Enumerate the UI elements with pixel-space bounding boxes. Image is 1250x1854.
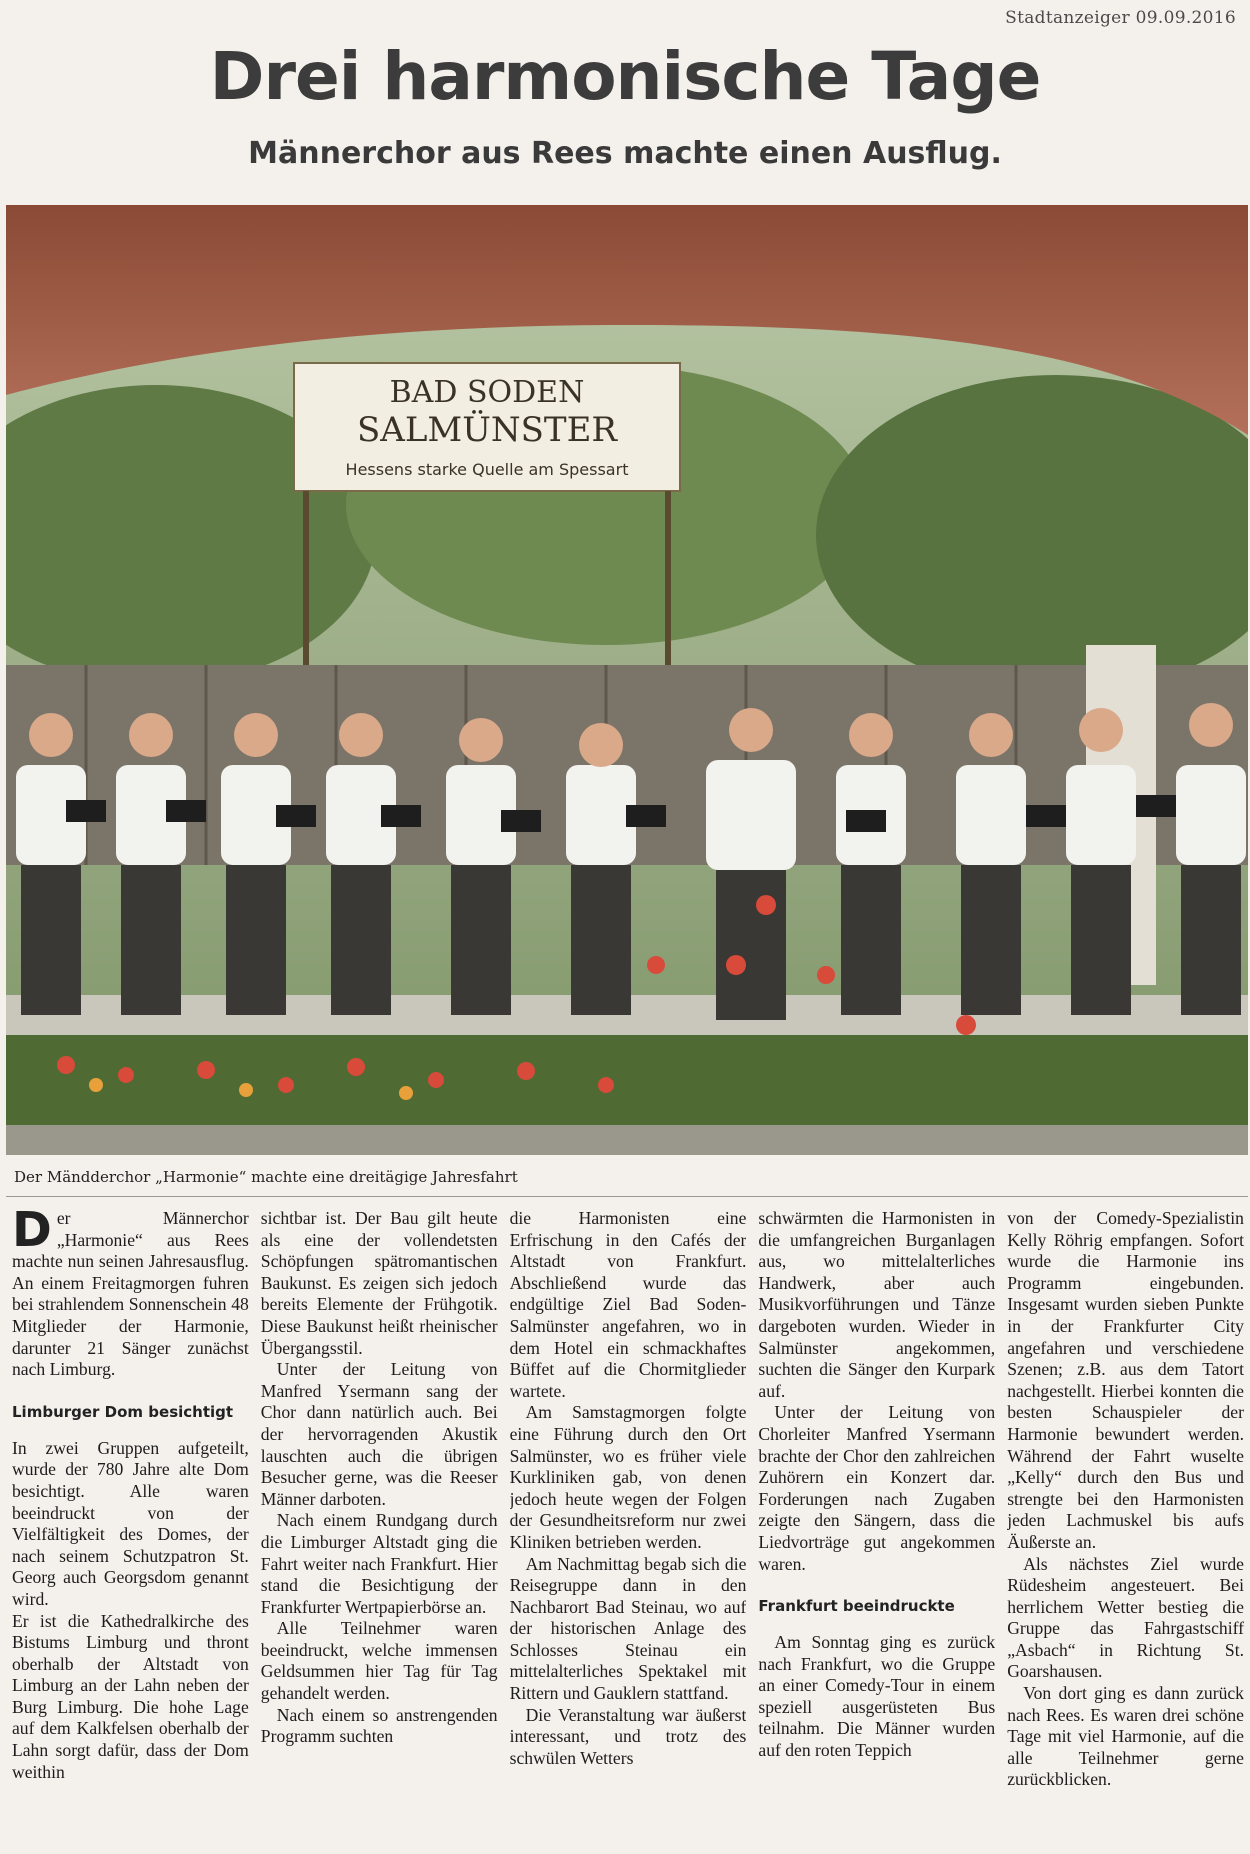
article-column-5 xyxy=(1007,1208,1244,1848)
paragraph: Von dort ging es dann zurück nach Rees. Es waren drei schöne Tage mit viel Harmonie, auf die alle Teilnehmer gerne zurückblicken. xyxy=(1007,1683,1244,1790)
subheading-frankfurt: Frankfurt beeindruckte xyxy=(758,1597,955,1616)
headline: Drei harmonische Tage xyxy=(209,38,1041,115)
paragraph: Alle Teilnehmer waren beeindruckt, welche immensen Geldsummen hier Tag für Tag gehandelt werden. xyxy=(260,1618,498,1704)
subheadline: Männerchor aus Rees machte einen Ausflug. xyxy=(248,136,1002,171)
newspaper-source-date: Stadtanzeiger 09.09.2016 xyxy=(1005,8,1236,28)
paragraph: Die Veranstaltung war äußerst interessant, und trotz des schwülen Wetters xyxy=(509,1704,747,1768)
sign-line-2: SALMÜNSTER xyxy=(356,410,618,450)
paragraph: Der Männerchor „Harmonie“ aus Rees machte nun seinen Jahresausflug. An einem Freitagmorgen fuhren bei strahlendem Sonnenschein 48 Mitglieder der Harmonie, darunter 21 Sänger zunächst nach Limburg. xyxy=(12,1208,249,1380)
article-column-1 xyxy=(12,1208,249,1848)
paragraph: die Harmonisten eine Erfrischung in den Cafés der Altstadt von Frankfurt. Abschließend wurde das endgültige Ziel Bad Soden-Salmünster angefahren, wo in dem Hotel ein schmackhaftes Büffet auf die Chormitglieder wartete. xyxy=(509,1208,747,1401)
sign-line-3: Hessens starke Quelle am Spessart xyxy=(345,460,629,479)
paragraph: Am Sonntag ging es zurück nach Frankfurt, wo die Gruppe an einer Comedy-Tour in einem speziell ausgerüsteten Bus teilnahm. Die Männer wurden auf den roten Teppich xyxy=(758,1632,996,1761)
paragraph: Am Samstagmorgen folgte eine Führung durch den Ort Salmünster, wo es früher viele Kurkliniken gab, von denen jedoch heute wegen der Folgen der Gesundheitsreform nur zwei Kliniken betrieben werden. xyxy=(509,1402,747,1552)
paragraph: Unter der Leitung von Chorleiter Manfred Ysermann brachte der Chor den zahlreichen Zuhörern ein Konzert dar. Forderungen nach Zugaben zeigte den Sängern, dass die Liedvorträge gut angekommen waren. xyxy=(758,1402,996,1574)
article-column-3 xyxy=(510,1208,747,1848)
paragraph: Nach einem Rundgang durch die Limburger Altstadt ging die Fahrt weiter nach Frankfurt. Hier stand die Besichtigung der Frankfurter Wertpapierbörse an. xyxy=(260,1510,498,1617)
paragraph: Am Nachmittag begab sich die Reisegruppe dann in den Nachbarort Bad Steinau, wo auf der historischen Anlage des Schlosses Steinau ein mittelalterliches Spektakel mit Rittern und Gauklern stattfand. xyxy=(509,1553,747,1704)
paragraph: von der Comedy-Spezialistin Kelly Röhrig empfangen. Sofort wurde die Harmonie ins Programm eingebunden. Insgesamt wurden sieben Punkte in der Frankfurter City angefahren und verschiedene Szenen; z.B. aus dem Tatort nachgestellt. Hierbei konnten die besten Schauspieler der Harmonie bewundert werden. Während der Fahrt wuselte „Kelly“ durch den Bus und strengte bei den Harmonisten jeden Lachmuskel bis aufs Äußerste an. xyxy=(1007,1208,1244,1552)
paragraph: Als nächstes Ziel wurde Rüdesheim angesteuert. Bei herrlichem Wetter bestieg die Gruppe das Fahrgastschiff „Asbach“ in Richtung St. Goarshausen. xyxy=(1007,1553,1244,1682)
drop-cap: D xyxy=(12,1208,52,1258)
paragraph: In zwei Gruppen aufgeteilt, wurde der 780 Jahre alte Dom besichtigt. Alle waren beeindruckt von der Vielfältigkeit des Domes, der nach seinem Schutzpatron St. Georg auch Georgsdom genannt wird. xyxy=(12,1437,249,1609)
photo-caption: Der Mändderchor „Harmonie“ machte eine dreitägige Jahresfahrt xyxy=(14,1168,518,1186)
caption-divider xyxy=(6,1196,1248,1197)
paragraph: schwärmten die Harmonisten in die umfangreichen Burganlagen aus, wo mittelalterliches Handwerk, aber auch Musikvorführungen und Tänze dargeboten wurden. Wieder in Salmünster angekommen, suchten die Sänger den Kurpark auf. xyxy=(758,1208,996,1401)
paragraph: sichtbar ist. Der Bau gilt heute als eine der vollendetsten Schöpfungen spätromantischen Baukunst. Es zeigen sich jedoch bereits Elemente der Frühgotik. Diese Baukunst heißt rheinischer Übergangsstil. xyxy=(260,1208,498,1358)
paragraph: Er ist die Kathedralkirche des Bistums Limburg und thront oberhalb der Altstadt von Limburg an der Lahn neben der Burg Limburg. Die hohe Lage auf dem Kalkfelsen oberhalb der Lahn sorgt dafür, dass der Dom weithin xyxy=(12,1610,249,1782)
article-column-4 xyxy=(758,1208,995,1848)
choir-photo-illustration xyxy=(6,205,1248,1155)
paragraph: Nach einem so anstrengenden Programm suchten xyxy=(260,1704,498,1747)
paragraph: Unter der Leitung von Manfred Ysermann sang der Chor dann natürlich auch. Bei der hervorragenden Akustik lauschten auch die übrigen Besucher gerne, was die Reeser Männer darboten. xyxy=(260,1359,498,1509)
sign-line-1: BAD SODEN xyxy=(389,375,585,410)
subheading-limburger-dom: Limburger Dom besichtigt xyxy=(12,1402,234,1421)
article-body xyxy=(12,1208,1244,1848)
choir-photo xyxy=(6,205,1248,1155)
article-column-2 xyxy=(261,1208,498,1848)
